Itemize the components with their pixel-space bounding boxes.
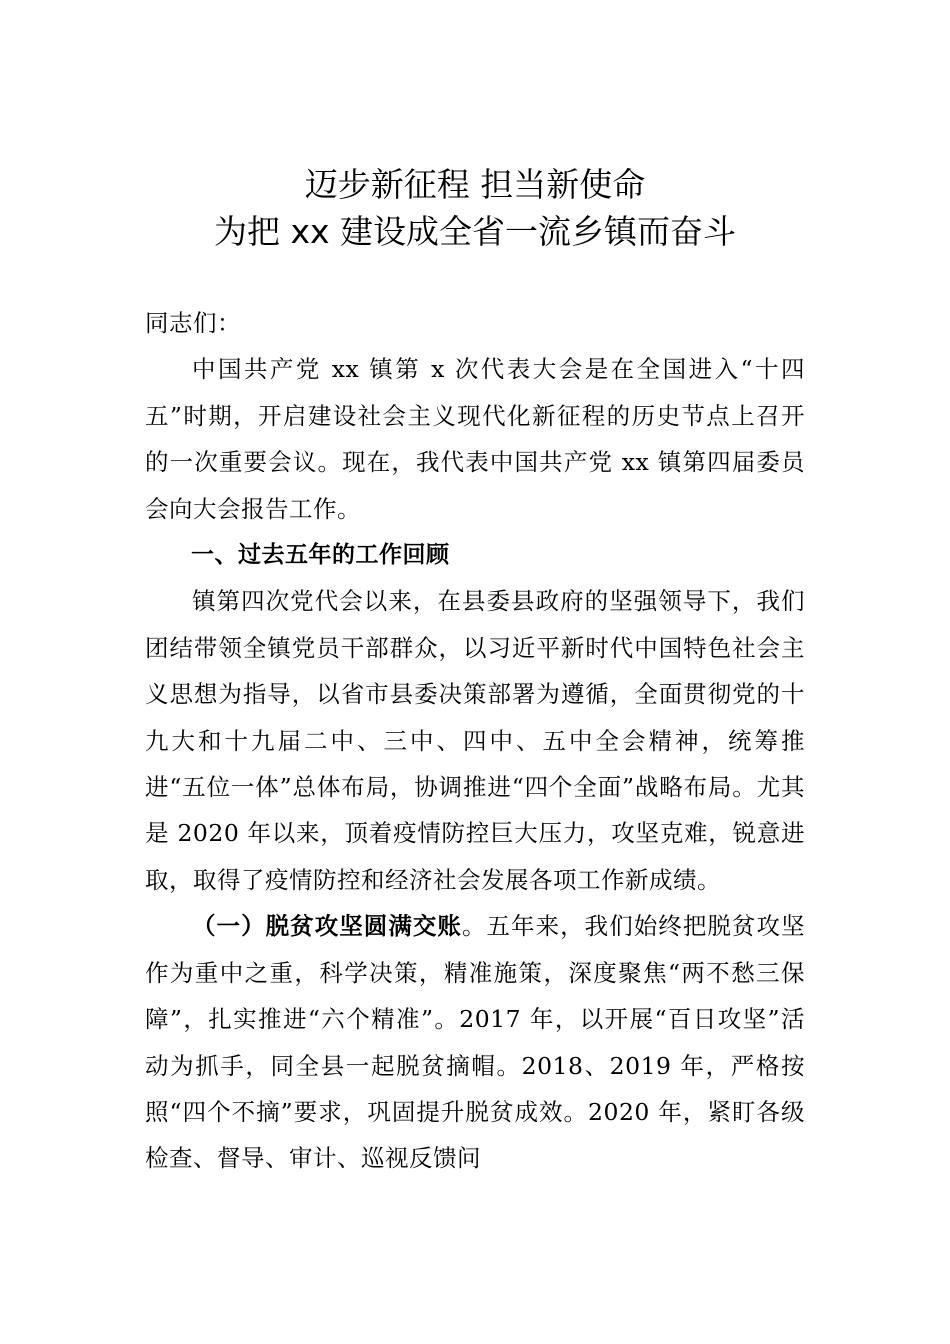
subsection-paragraph	[145, 903, 805, 1181]
section-heading: 一、过去五年的工作回顾	[191, 542, 450, 569]
subsection-lead: （一）脱贫攻坚圆满交账	[192, 912, 462, 941]
section-paragraph: 镇第四次党代会以来，在县委县政府的坚强领导下，我们团结带领全镇党员干部群众，以习近平新时代中国特色社会主义思想为指导，以省市县委决策部署为遵循，全面贯彻党的十九大和十九届二中、三中、四中、五中全会精神，统筹推进“五位一体”总体布局，协调推进“四个全面”战略布局。尤其是 2020 年以来，顶着疫情防控巨大压力，攻坚克难，锐意进取，取得了疫情防控和经济社会发展各项工作新成绩。	[145, 587, 805, 894]
intro-paragraph: 中国共产党 xx 镇第 x 次代表大会是在全国进入“十四五”时期，开启建设社会主义现代化新征程的历史节点上召开的一次重要会议。现在，我代表中国共产党 xx 镇第四届委员会向大会报告工作。	[145, 355, 805, 523]
document-body	[145, 300, 805, 1182]
document-title-line-2: 为把 xx 建设成全省一流乡镇而奋斗	[213, 212, 737, 251]
subsection-text: 。五年来，我们始终把脱贫攻坚作为重中之重，科学决策，精准施策，深度聚焦“两不愁三保障”，扎实推进“六个精准”。2017 年，以开展“百日攻坚”活动为抓手，同全县一起脱贫摘帽。2018、2019 年，严格按照“四个不摘”要求，巩固提升脱贫成效。2020 年，紧盯各级检查、督导、审计、巡视反馈问	[145, 912, 806, 1173]
document-title-line-1: 迈步新征程 担当新使命	[304, 165, 646, 204]
salutation: 同志们：	[145, 309, 241, 337]
